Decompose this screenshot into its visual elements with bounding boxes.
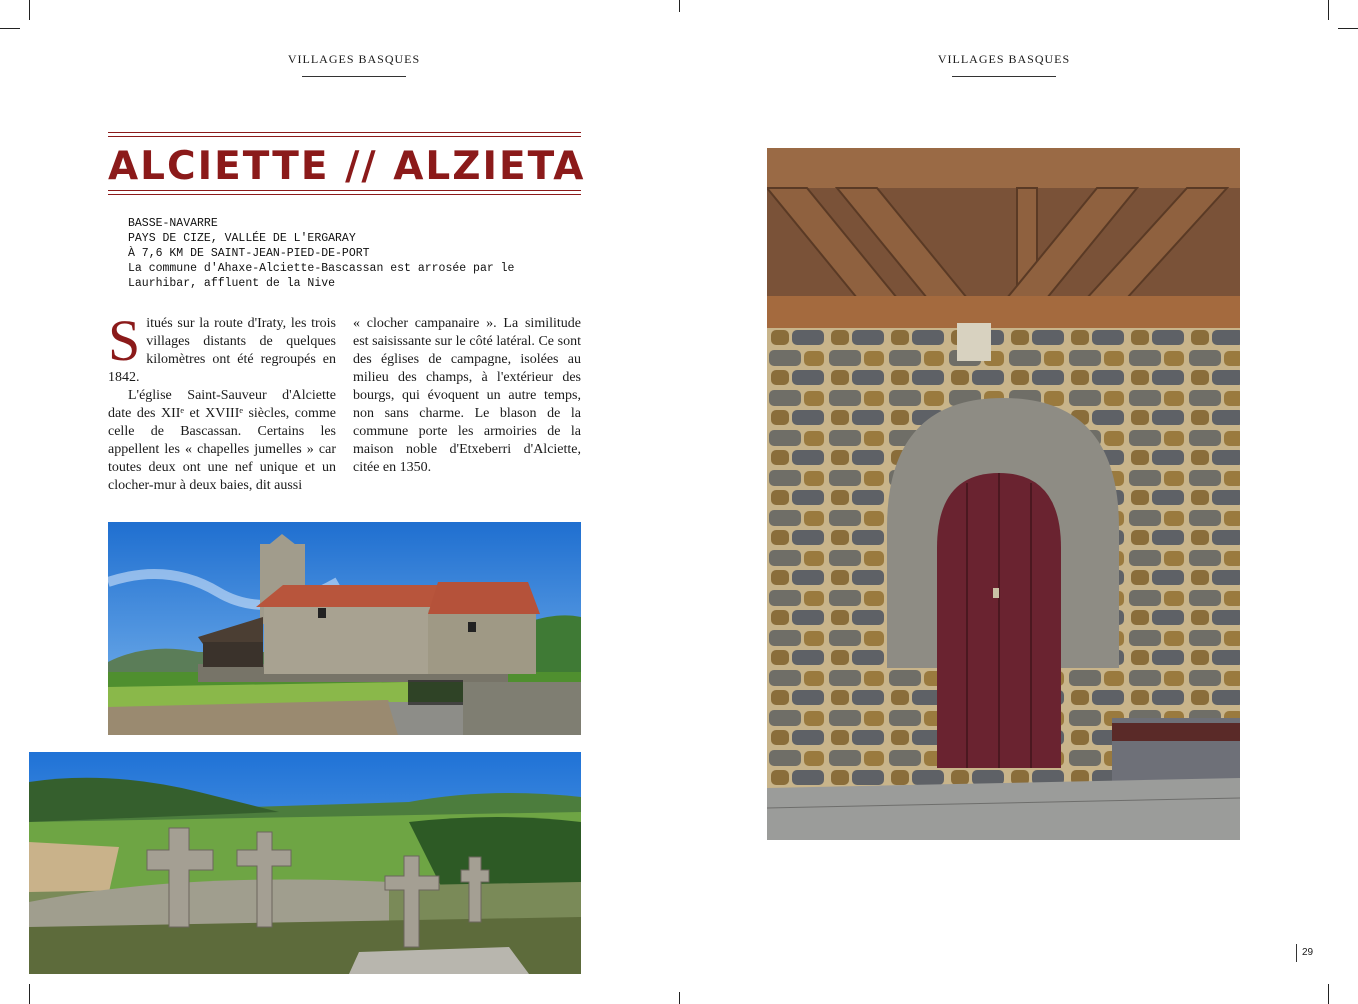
- title-rule: [108, 132, 581, 133]
- door-illustration: [767, 148, 1240, 840]
- crop-mark: [29, 984, 30, 1004]
- article-title: ALCIETTE // ALZIETA: [108, 144, 586, 189]
- info-line: PAYS DE CIZE, VALLÉE DE L'ERGARAY: [128, 232, 356, 245]
- article-title-block: [108, 132, 586, 198]
- info-line: À 7,6 KM DE SAINT-JEAN-PIED-DE-PORT: [128, 247, 370, 260]
- church-illustration: [108, 522, 581, 735]
- crop-mark: [0, 28, 20, 29]
- body-column-1: [108, 308, 336, 495]
- crop-mark: [1328, 0, 1329, 20]
- crop-mark: [679, 0, 680, 12]
- running-head: VILLAGES BASQUES: [937, 52, 1071, 66]
- left-page-header: [254, 52, 454, 77]
- paragraph: « clocher campanaire ». La similitude est saisissante sur le côté latéral. Ce sont des églises de campagne, isolées au milieu des champs, à l'extérieur des bourgs, qui évoquent un autre temps, non sans charme. Le blason de la commune porte les armoiries de la maison noble d'Etxeberri d'Alciette, citée en 1350.: [353, 316, 581, 475]
- header-rule: [952, 76, 1056, 77]
- crop-mark: [679, 992, 680, 1004]
- crosses-landscape-photo: [29, 752, 581, 974]
- church-photo: [108, 522, 581, 735]
- crop-mark: [1338, 28, 1358, 29]
- info-line: Laurhibar, affluent de la Nive: [128, 277, 336, 290]
- crop-mark: [1328, 984, 1329, 1004]
- drop-cap: S: [108, 308, 141, 373]
- title-rule: [108, 190, 581, 191]
- location-info: [128, 216, 514, 291]
- crop-mark: [29, 0, 30, 20]
- right-page-header: [904, 52, 1104, 77]
- page-number: 29: [1296, 944, 1313, 962]
- church-door-photo: [767, 148, 1240, 840]
- body-column-2: [353, 315, 581, 477]
- paragraph: [108, 308, 336, 387]
- running-head: VILLAGES BASQUES: [287, 52, 421, 66]
- landscape-illustration: [29, 752, 581, 974]
- header-rule: [302, 76, 406, 77]
- paragraph-text: itués sur la route d'Iraty, les trois villages distants de quelques kilomètres ont été regroupés en 1842.: [108, 316, 336, 385]
- info-line: La commune d'Ahaxe-Alciette-Bascassan est arrosée par le: [128, 262, 515, 275]
- title-rule: [108, 136, 581, 137]
- paragraph: L'église Saint-Sauveur d'Alciette date des XIIᵉ et XVIIIᵉ siècles, comme celle de Bascassan. Certains les appellent les « chapelles jumelles » car toutes deux ont une nef unique et un clocher-mur à deux baies, dit aussi: [108, 388, 336, 493]
- title-rule: [108, 194, 581, 195]
- info-line: BASSE-NAVARRE: [128, 217, 218, 230]
